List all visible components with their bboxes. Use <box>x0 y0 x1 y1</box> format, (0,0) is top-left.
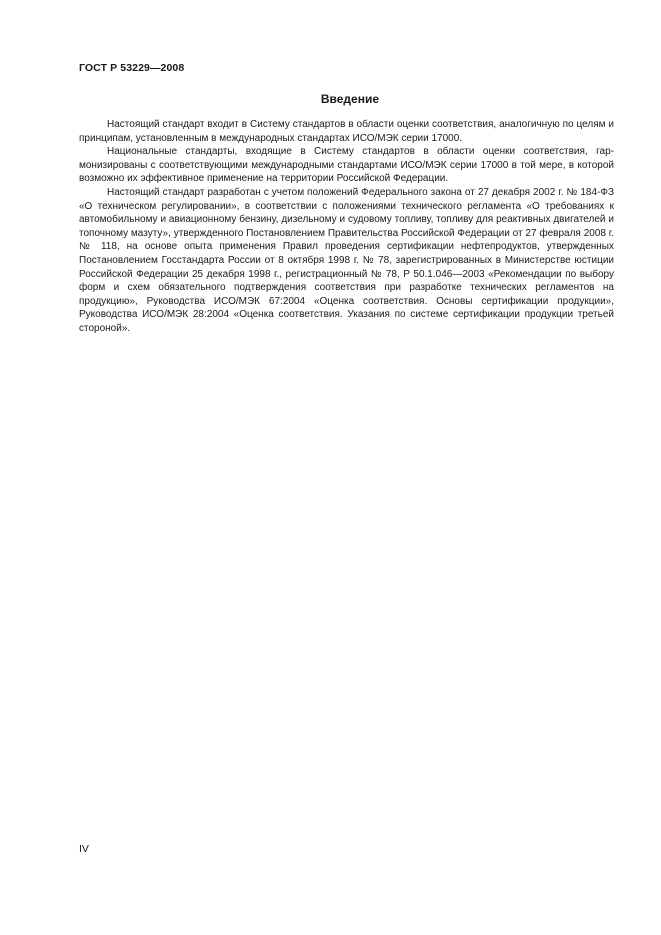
paragraph-1: Настоящий стандарт входит в Систему стандартов в области оценки соответствия, аналогичную по целям и принципам, установленным в международных стандартах ИСО/МЭК серии 17000. <box>79 119 614 144</box>
document-code-header: ГОСТ Р 53229—2008 <box>79 62 185 74</box>
paragraph-3: Настоящий стандарт разработан с учетом положений Федерального закона от 27 декабря 2002 г. № 184-ФЗ «О техническом регулировании», в соответствии с положениями технического регламента «О требованиях к автомобильному и авиационному бензину, дизельному и судовому топливу, топливу для реактивных двигателей и топочному мазуту», утвержденного Постановлением Правительства Российской Федерации от 27 февраля 2008 г. № 118, на основе опыта применения Правил проведения сертификации нефтепродуктов, утвержденных Постановлением Госстандарта России от 8 октября 1998 г. № 78, зарегистрированных в Министерстве юстиции Российской Федерации 25 декабря 1998 г., регистрационный № 78, Р 50.1.046—2003 «Рекомендации по выбору форм и схем обязательного подтверждения соответствия при разработке технических регламентов на продукцию», Руководства ИСО/МЭК 67:2004 «Оценка соответствия. Основы сертификации продукции», Руководства ИСО/МЭК 28:2004 «Оценка соответствия. Указания по системе сертификации продукции третьей стороной». <box>79 186 614 334</box>
section-title: Введение <box>320 92 379 106</box>
page-number: IV <box>79 843 89 855</box>
paragraph-2: Национальные стандарты, входящие в Систему стандартов в области оценки соответствия, гармонизированы с соответствующими международными стандартами ИСО/МЭК серии 17000 в той мере, в которой возможно их эффективное применение на территории Российской Федерации. <box>79 146 614 185</box>
introduction-body <box>79 118 614 336</box>
